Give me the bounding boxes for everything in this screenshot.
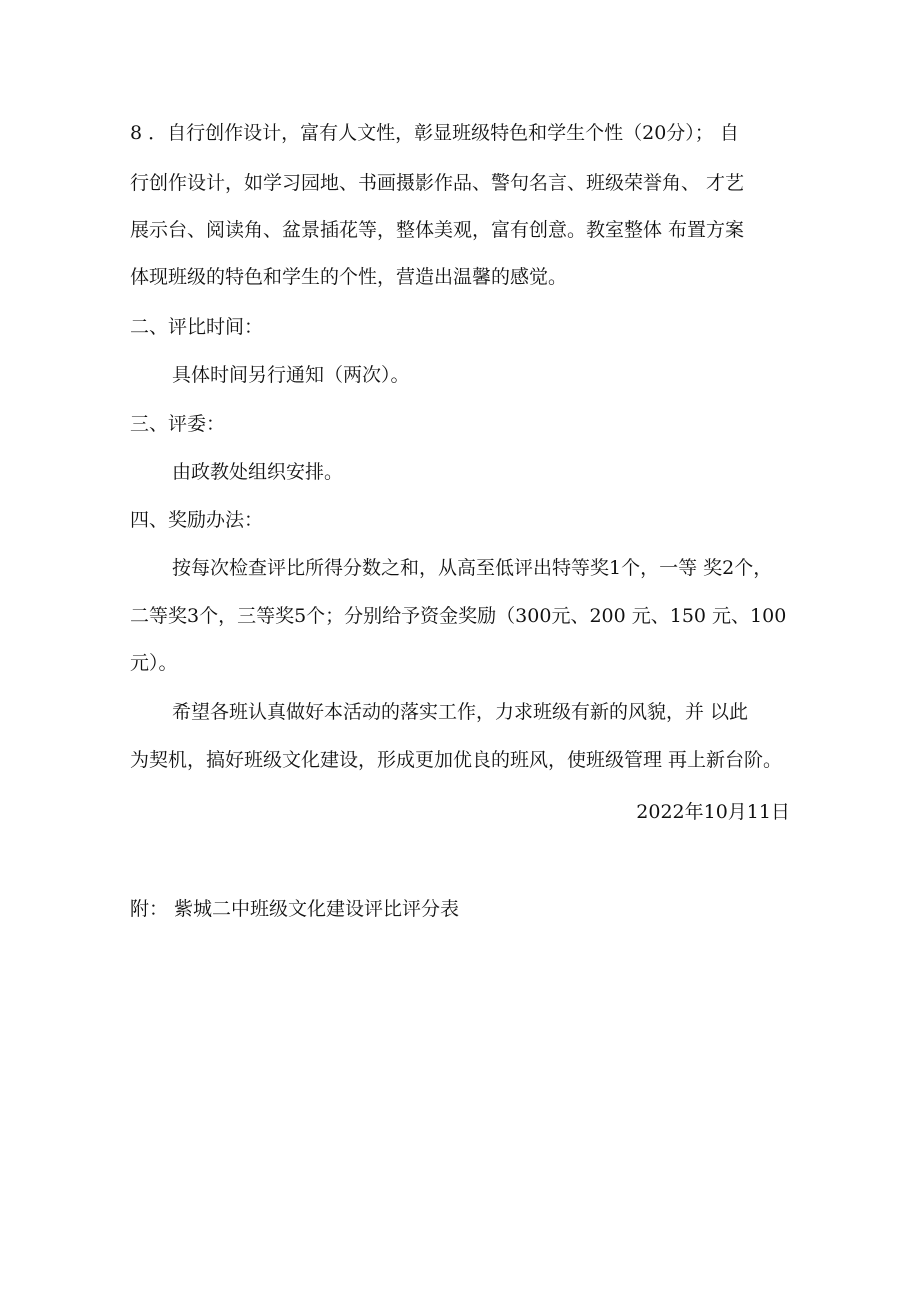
section-4-line-2: 二等奖3个，三等奖5个；分别给予资金奖励（300元、200 元、150 元、100 [130, 605, 787, 627]
document-date: 2022年10月11日 [636, 801, 790, 823]
closing-line-1: 希望各班认真做好本活动的落实工作，力求班级有新的风貌，并 以此 [172, 701, 749, 723]
closing-line-2: 为契机，搞好班级文化建设，形成更加优良的班风，使班级管理 再上新台阶。 [130, 749, 783, 771]
attachment-note: 附： 紫城二中班级文化建设评比评分表 [130, 898, 460, 920]
section-3-title: 三、评委： [130, 413, 226, 435]
section-4-line-3: 元）。 [130, 652, 178, 674]
section-2-title: 二、评比时间： [130, 316, 264, 338]
item8-line-4: 体现班级的特色和学生的个性，营造出温馨的感觉。 [130, 266, 568, 288]
section-3-body: 由政教处组织安排。 [172, 461, 344, 483]
section-4-title: 四、奖励办法： [130, 509, 264, 531]
item8-line-2: 行创作设计，如学习园地、书画摄影作品、警句名言、班级荣誉角、 才艺 [130, 172, 745, 194]
item8-line-3: 展示台、阅读角、盆景插花等，整体美观，富有创意。教室整体 布置方案 [130, 219, 745, 241]
section-4-line-1: 按每次检查评比所得分数之和，从高至低评出特等奖1个，一等 奖2个， [172, 557, 773, 579]
section-2-body: 具体时间另行通知（两次）。 [172, 364, 410, 386]
item8-line-1: 8 ．自行创作设计，富有人文性，彰显班级特色和学生个性（20分）； 自 [130, 122, 739, 144]
